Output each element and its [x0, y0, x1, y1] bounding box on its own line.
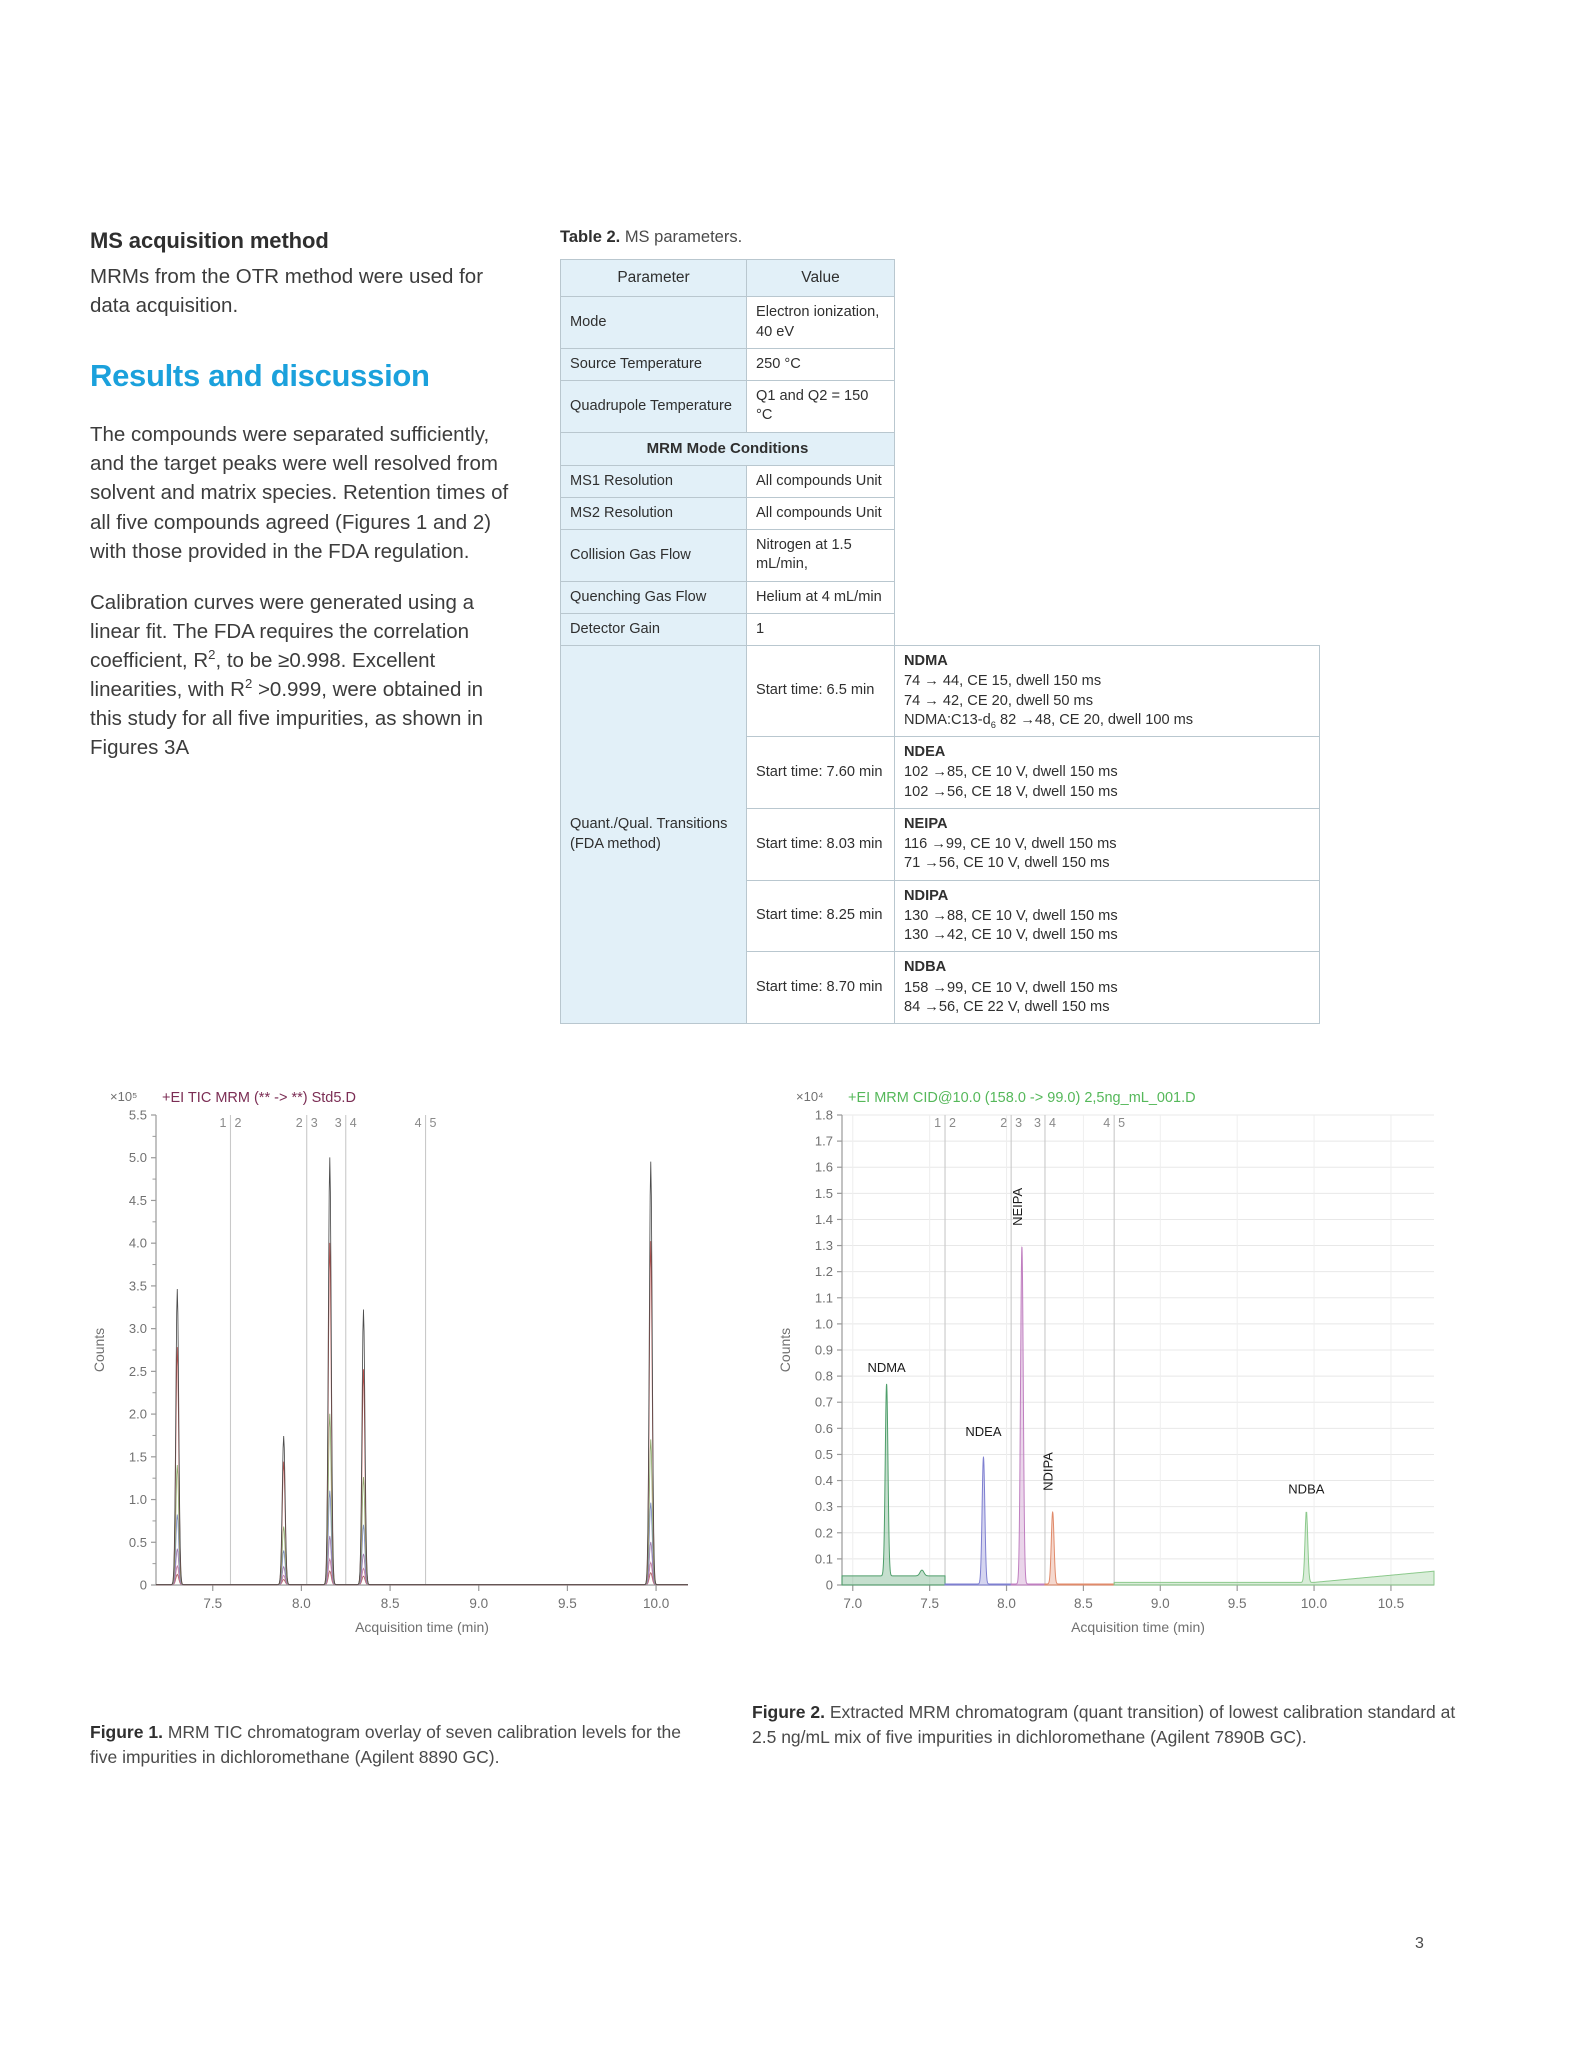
- transitions-ndea: [895, 737, 1320, 809]
- table-row: [561, 465, 1320, 497]
- chromatogram-trace-level-1: [156, 1571, 688, 1585]
- table-row: [561, 348, 1320, 380]
- segment-label-left: 1: [219, 1116, 227, 1130]
- figure-2-svg: [752, 1075, 1452, 1695]
- table-body: [561, 297, 1320, 1024]
- value-mode: Electron ionization, 40 eV: [747, 297, 895, 349]
- y-tick-label: 1.0: [128, 1492, 147, 1508]
- segment-label-right: 2: [234, 1116, 242, 1130]
- transition-line: 84 →56, CE 22 V, dwell 150 ms: [904, 998, 1110, 1015]
- x-tick-label: 9.5: [558, 1596, 577, 1611]
- y-tick-label: 0.2: [814, 1525, 833, 1541]
- figure-2-chromatogram: [752, 1075, 1452, 1695]
- chromatogram-trace-level-7: [156, 1157, 688, 1584]
- figure-1-chromatogram: [88, 1075, 708, 1695]
- compound-name-ndma: NDMA: [904, 653, 948, 669]
- y-tick-label: 1.1: [814, 1290, 833, 1306]
- segment-label-left: 3: [1034, 1116, 1041, 1130]
- transition-line-isotope: [904, 711, 1310, 730]
- figure-1-caption-label: Figure 1.: [90, 1722, 163, 1742]
- x-tick-label: 7.5: [203, 1596, 223, 1611]
- y-tick-label: 1.6: [814, 1159, 833, 1175]
- chromatogram-trace-level-6: [156, 1241, 688, 1585]
- table-header-row: [561, 260, 1320, 297]
- isotope-pre: NDMA:C13-d: [904, 711, 991, 728]
- param-ms2-resolution: MS2 Resolution: [561, 497, 747, 529]
- transitions-ndma: [895, 646, 1320, 737]
- y-tick-label: 0: [825, 1577, 833, 1593]
- column-header-value: Value: [747, 260, 895, 297]
- segment-label-left: 3: [334, 1116, 342, 1130]
- transitions-ndipa: [895, 880, 1320, 952]
- results-discussion-heading: Results and discussion: [90, 358, 430, 394]
- table-row: [561, 381, 1320, 433]
- figure-2-caption-text: Extracted MRM chromatogram (quant transition) of lowest calibration standard at 2.5 ng/mL mix of five impurities in dichloromethane (Agilent 7890B GC).: [752, 1702, 1456, 1747]
- start-time-ndea: Start time: 7.60 min: [747, 737, 895, 809]
- x-tick-label: 10.5: [1377, 1596, 1405, 1611]
- y-tick-label: 0: [139, 1577, 147, 1593]
- segment-label-left: 1: [934, 1116, 942, 1130]
- figure-2-caption-label: Figure 2.: [752, 1702, 825, 1722]
- compound-name-ndipa: NDIPA: [904, 887, 949, 904]
- value-detector-gain: 1: [747, 613, 895, 645]
- param-mode: Mode: [561, 297, 747, 349]
- chart-title: +EI TIC MRM (** -> **) Std5.D: [162, 1090, 356, 1106]
- segment-label-right: 5: [429, 1116, 437, 1130]
- value-source-temperature: 250 °C: [747, 348, 895, 380]
- table-row: [561, 581, 1320, 613]
- table-caption: [560, 228, 1320, 247]
- y-tick-label: 5.0: [128, 1150, 147, 1166]
- table-caption-text: MS parameters.: [624, 228, 743, 246]
- value-quadrupole-temperature: Q1 and Q2 = 150 °C: [747, 381, 895, 433]
- x-tick-label: 10.0: [1300, 1596, 1328, 1611]
- y-tick-label: 2.5: [128, 1363, 147, 1379]
- y-tick-label: 0.3: [814, 1499, 833, 1515]
- y-tick-label: 0.8: [814, 1368, 833, 1384]
- r-squared-sup-2: 2: [244, 676, 253, 692]
- ms-parameters-table: [560, 259, 1320, 1024]
- y-tick-label: 0.6: [814, 1420, 833, 1436]
- segment-label-right: 4: [1048, 1116, 1056, 1130]
- peak-label-ndipa: NDIPA: [1040, 1452, 1056, 1491]
- subheader-mrm-mode-conditions: MRM Mode Conditions: [561, 432, 895, 465]
- table-row: [561, 497, 1320, 529]
- value-ms2-resolution: All compounds Unit: [747, 497, 895, 529]
- start-time-ndipa: Start time: 8.25 min: [747, 880, 895, 952]
- isotope-sub: 6: [990, 719, 996, 730]
- figure-1-caption-text: MRM TIC chromatogram overlay of seven calibration levels for the five impurities in dichloromethane (Agilent 8890 GC).: [90, 1722, 682, 1767]
- y-tick-label: 0.7: [814, 1394, 833, 1410]
- ms-acquisition-intro: MRMs from the OTR method were used for data acquisition.: [90, 265, 484, 318]
- segment-label-left: 2: [295, 1116, 303, 1130]
- x-tick-label: 9.5: [1227, 1596, 1247, 1611]
- x-tick-label: 8.5: [380, 1596, 400, 1611]
- y-tick-label: 5.5: [128, 1107, 147, 1123]
- segment-label-left: 4: [414, 1116, 422, 1130]
- param-quadrupole-temperature: Quadrupole Temperature: [561, 381, 747, 433]
- para2-part-c: >0.999, were obtained in this study for all five impurities, as shown in Figures 3A: [90, 678, 484, 760]
- peak-label-ndma: NDMA: [867, 1360, 906, 1376]
- param-source-temperature: Source Temperature: [561, 348, 747, 380]
- segment-label-right: 2: [949, 1116, 956, 1130]
- x-tick-label: 10.0: [642, 1596, 670, 1611]
- figure-1-svg: [88, 1075, 708, 1695]
- x-tick-label: 9.0: [1150, 1596, 1170, 1611]
- para2-part-a: Calibration curves were generated using a linear fit. The FDA requires the correlation coefficient, R: [90, 590, 475, 672]
- x-tick-label: 7.0: [843, 1596, 863, 1611]
- y-tick-label: 1.7: [814, 1133, 833, 1149]
- transition-line: 71 →56, CE 10 V, dwell 150 ms: [904, 855, 1110, 872]
- transition-line: 116 →99, CE 10 V, dwell 150 ms: [904, 836, 1117, 852]
- y-axis-label: Counts: [91, 1327, 107, 1373]
- param-quenching-gas-flow: Quenching Gas Flow: [561, 581, 747, 613]
- right-table-column: [560, 228, 1320, 1024]
- table-row: [561, 297, 1320, 349]
- y-axis-exponent: ×10⁴: [796, 1089, 824, 1104]
- param-collision-gas-flow: Collision Gas Flow: [561, 530, 747, 582]
- segment-label-right: 3: [1015, 1116, 1023, 1130]
- table-head: [561, 260, 1320, 297]
- x-tick-label: 9.0: [469, 1596, 489, 1611]
- param-quant-qual-transitions: [561, 646, 747, 1024]
- y-tick-label: 0.4: [814, 1473, 833, 1489]
- compound-name-ndba: NDBA: [904, 959, 947, 976]
- transitions-label-line1: Quant./Qual. Transitions: [570, 816, 728, 833]
- results-paragraph-2: [90, 588, 510, 763]
- figure-1-caption: [90, 1720, 710, 1769]
- y-tick-label: 1.2: [814, 1264, 833, 1280]
- x-tick-label: 7.5: [920, 1596, 940, 1611]
- y-axis-exponent: ×10⁵: [110, 1089, 138, 1104]
- segment-label-right: 3: [310, 1116, 318, 1130]
- y-tick-label: 1.8: [814, 1107, 833, 1123]
- chromatogram-trace-level-4: [156, 1491, 688, 1585]
- y-tick-label: 2.0: [128, 1406, 147, 1422]
- value-collision-gas-flow: Nitrogen at 1.5 mL/min,: [747, 530, 895, 582]
- table-caption-label: Table 2.: [560, 228, 621, 246]
- start-time-ndma: Start time: 6.5 min: [747, 646, 895, 737]
- chromatogram-trace-ndba: [1114, 1512, 1434, 1585]
- segment-label-left: 2: [1000, 1116, 1008, 1130]
- segment-label-right: 4: [349, 1116, 357, 1130]
- value-ms1-resolution: All compounds Unit: [747, 465, 895, 497]
- y-tick-label: 1.5: [814, 1185, 833, 1201]
- param-detector-gain: Detector Gain: [561, 613, 747, 645]
- page-number: 3: [1415, 1935, 1424, 1952]
- y-tick-label: 0.5: [814, 1446, 833, 1462]
- y-tick-label: 1.5: [128, 1449, 147, 1465]
- results-paragraph-1: The compounds were separated sufficiently, and the target peaks were well resolved from solvent and matrix species. Retention times of all five compounds agreed (Figures 1 and 2) with those provided in the FDA regulation.: [90, 423, 509, 563]
- peak-label-ndba: NDBA: [1288, 1481, 1325, 1497]
- isotope-post: 82 →48, CE 20, dwell 100 ms: [995, 711, 1194, 728]
- compound-name-neipa: NEIPA: [904, 815, 948, 832]
- ms-acquisition-heading: MS acquisition method: [90, 228, 329, 253]
- figure-2-caption: [752, 1700, 1482, 1749]
- x-tick-label: 8.0: [292, 1596, 311, 1611]
- transitions-neipa: [895, 808, 1320, 880]
- y-tick-label: 0.1: [814, 1551, 833, 1567]
- transition-line: 158 →99, CE 10 V, dwell 150 ms: [904, 979, 1118, 996]
- y-tick-label: 0.5: [128, 1534, 147, 1550]
- x-axis-label: Acquisition time (min): [1071, 1619, 1205, 1635]
- chromatogram-trace-ndipa: [1045, 1512, 1114, 1585]
- chart-title: +EI MRM CID@10.0 (158.0 -> 99.0) 2,5ng_mL_001.D: [848, 1090, 1196, 1106]
- segment-label-right: 5: [1118, 1116, 1126, 1130]
- table-row-transitions-ndma: [561, 646, 1320, 737]
- transition-line: 130 →42, CE 10 V, dwell 150 ms: [904, 927, 1118, 943]
- y-tick-label: 0.9: [814, 1342, 833, 1358]
- column-header-parameter: Parameter: [561, 260, 747, 297]
- y-tick-label: 3.0: [128, 1321, 147, 1337]
- start-time-ndba: Start time: 8.70 min: [747, 952, 895, 1024]
- y-tick-label: 4.0: [128, 1235, 147, 1251]
- transition-line: 74 → 42, CE 20, dwell 50 ms: [904, 692, 1093, 709]
- compound-name-ndea: NDEA: [904, 744, 946, 760]
- y-tick-label: 1.3: [814, 1238, 833, 1254]
- transition-line: 130 →88, CE 10 V, dwell 150 ms: [904, 907, 1118, 924]
- table-subheader-row: [561, 432, 1320, 465]
- transition-line: 102 →56, CE 18 V, dwell 150 ms: [904, 783, 1118, 800]
- y-tick-label: 3.5: [128, 1278, 147, 1294]
- left-text-column: [90, 228, 510, 784]
- y-tick-label: 4.5: [128, 1192, 147, 1208]
- y-axis-label: Counts: [777, 1327, 793, 1373]
- transitions-label-line2: (FDA method): [570, 835, 661, 852]
- value-quenching-gas-flow: Helium at 4 mL/min: [747, 581, 895, 613]
- x-tick-label: 8.5: [1074, 1596, 1093, 1611]
- x-axis-label: Acquisition time (min): [355, 1619, 489, 1635]
- segment-label-left: 4: [1103, 1116, 1111, 1130]
- para2-part-b: , to be ≥0.998. Excellent linearities, with R: [90, 648, 436, 702]
- chromatogram-trace-level-5: [156, 1414, 688, 1585]
- table-row: [561, 530, 1320, 582]
- x-tick-label: 8.0: [997, 1596, 1016, 1611]
- peak-label-ndea: NDEA: [965, 1424, 1002, 1440]
- y-tick-label: 1.0: [814, 1316, 833, 1332]
- chromatogram-trace-level-2: [156, 1559, 688, 1585]
- param-ms1-resolution: MS1 Resolution: [561, 465, 747, 497]
- start-time-neipa: Start time: 8.03 min: [747, 808, 895, 880]
- chromatogram-trace-ndea: [945, 1457, 1011, 1585]
- y-tick-label: 1.4: [814, 1211, 833, 1227]
- r-squared-sup-1: 2: [208, 647, 216, 663]
- table-row: [561, 613, 1320, 645]
- transition-line: 74 → 44, CE 15, dwell 150 ms: [904, 673, 1102, 690]
- chromatogram-trace-level-3: [156, 1536, 688, 1585]
- transitions-ndba: [895, 952, 1320, 1024]
- peak-label-neipa: NEIPA: [1009, 1187, 1025, 1226]
- transition-line: 102 →85, CE 10 V, dwell 150 ms: [904, 764, 1118, 781]
